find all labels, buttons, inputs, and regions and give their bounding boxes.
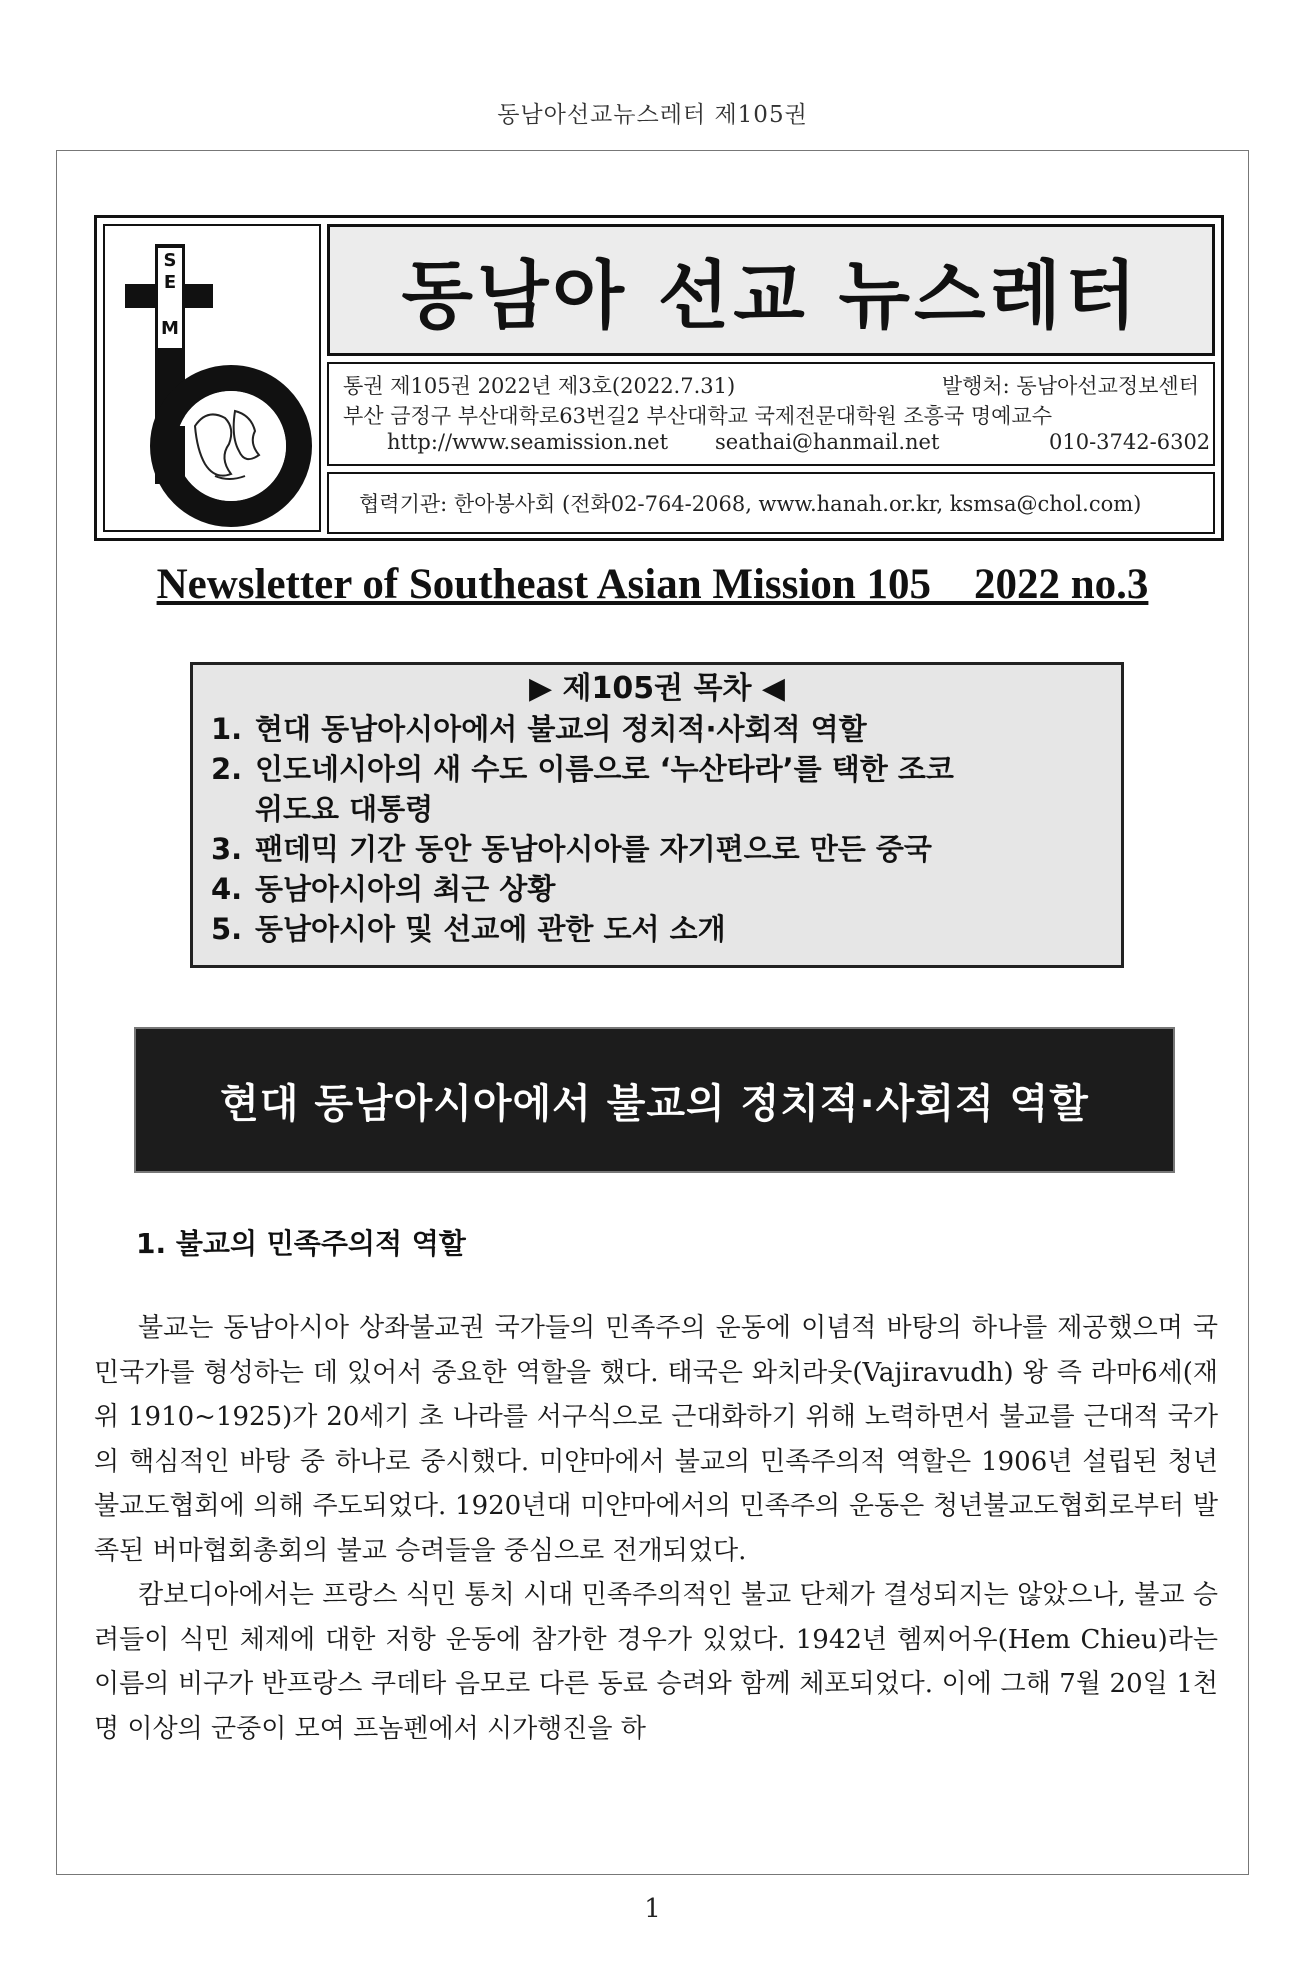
page-number: 1 — [644, 1894, 661, 1924]
toc-item[interactable]: 3. 팬데믹 기간 동안 동남아시아를 자기편으로 만든 중국 — [211, 832, 932, 866]
masthead — [94, 215, 1224, 541]
paragraph: 불교는 동남아시아 상좌불교권 국가들의 민족주의 운동에 이념적 바탕의 하나를 제공했으며 국민국가를 형성하는 데 있어서 중요한 역할을 했다. 태국은 와치라웃(Vajiravudh) 왕 즉 라마6세(재위 1910~1925)가 20세기 초 나라를 서구식으로 근대화하기 위해 노력하면서 불교를 근대적 국가의 핵심적인 바탕 중 하나로 중시했다. 미얀마에서 불교의 민족주의적 역할은 1906년 설립된 청년불교도협회에 의해 주도되었다. 1920년대 미얀마에서의 민족주의 운동은 청년불교도협회로부터 발족된 버마협회총회의 불교 승려들을 중심으로 전개되었다. — [94, 1313, 1218, 1566]
toc-item[interactable]: 1. 현대 동남아시아에서 불교의 정치적·사회적 역할 — [211, 712, 867, 746]
newsletter-title: Newsletter of Southeast Asian Mission 105 2022 no.3 — [156, 561, 1149, 608]
svg-text:A: A — [163, 295, 177, 316]
phone-number: 010-3742-6302 — [1049, 430, 1211, 454]
cooperation-info — [327, 472, 1215, 534]
cross-globe-icon — [105, 226, 319, 530]
section-banner-title: 현대 동남아시아에서 불교의 정치적·사회적 역할 — [220, 1080, 1089, 1127]
address: 부산 금정구 부산대학로63번길2 부산대학교 국제전문대학원 조흥국 명예교수 — [343, 404, 1052, 428]
table-of-contents — [190, 662, 1124, 968]
svg-text:S: S — [163, 250, 177, 271]
issue-info: 통권 제105권 2022년 제3호(2022.7.31) — [343, 374, 736, 398]
masthead-title: 동남아 선교 뉴스레터 — [401, 253, 1141, 339]
toc-title: ▶ 제105권 목차 ◀ — [528, 671, 786, 706]
toc-item-continuation: 위도요 대통령 — [255, 792, 434, 826]
article-body — [94, 1306, 1218, 1751]
cooperation-text: 협력기관: 한아봉사회 (전화02-764-2068, www.hanah.or.kr, ksmsa@chol.com) — [359, 492, 1142, 516]
toc-item[interactable]: 2. 인도네시아의 새 수도 이름으로 ‘누산타라’를 택한 조코 — [211, 752, 954, 786]
masthead-title-box — [327, 224, 1215, 356]
seam-logo — [103, 224, 321, 532]
email-link[interactable]: seathai@hanmail.net — [715, 430, 940, 454]
publisher: 발행처: 동남아선교정보센터 — [941, 374, 1199, 398]
toc-item[interactable]: 4. 동남아시아의 최근 상황 — [211, 872, 556, 906]
svg-text:M: M — [161, 318, 179, 339]
publication-info — [327, 362, 1215, 466]
section-subheading: 1. 불교의 민족주의적 역할 — [136, 1227, 466, 1260]
section-banner — [134, 1027, 1175, 1173]
paragraph: 캄보디아에서는 프랑스 식민 통치 시대 민족주의적인 불교 단체가 결성되지는 않았으나, 불교 승려들이 식민 체제에 대한 저항 운동에 참가한 경우가 있었다. 1942년 헴찌어우(Hem Chieu)라는 이름의 비구가 반프랑스 쿠데타 음모로 다른 동료 승려와 함께 체포되었다. 이에 그해 7월 20일 1천 명 이상의 군중이 모여 프놈펜에서 시가행진을 하 — [94, 1580, 1218, 1744]
website-link[interactable]: http://www.seamission.net — [387, 430, 669, 454]
svg-text:E: E — [163, 272, 177, 293]
toc-item[interactable]: 5. 동남아시아 및 선교에 관한 도서 소개 — [211, 912, 726, 946]
running-header: 동남아선교뉴스레터 제105권 — [497, 102, 808, 128]
